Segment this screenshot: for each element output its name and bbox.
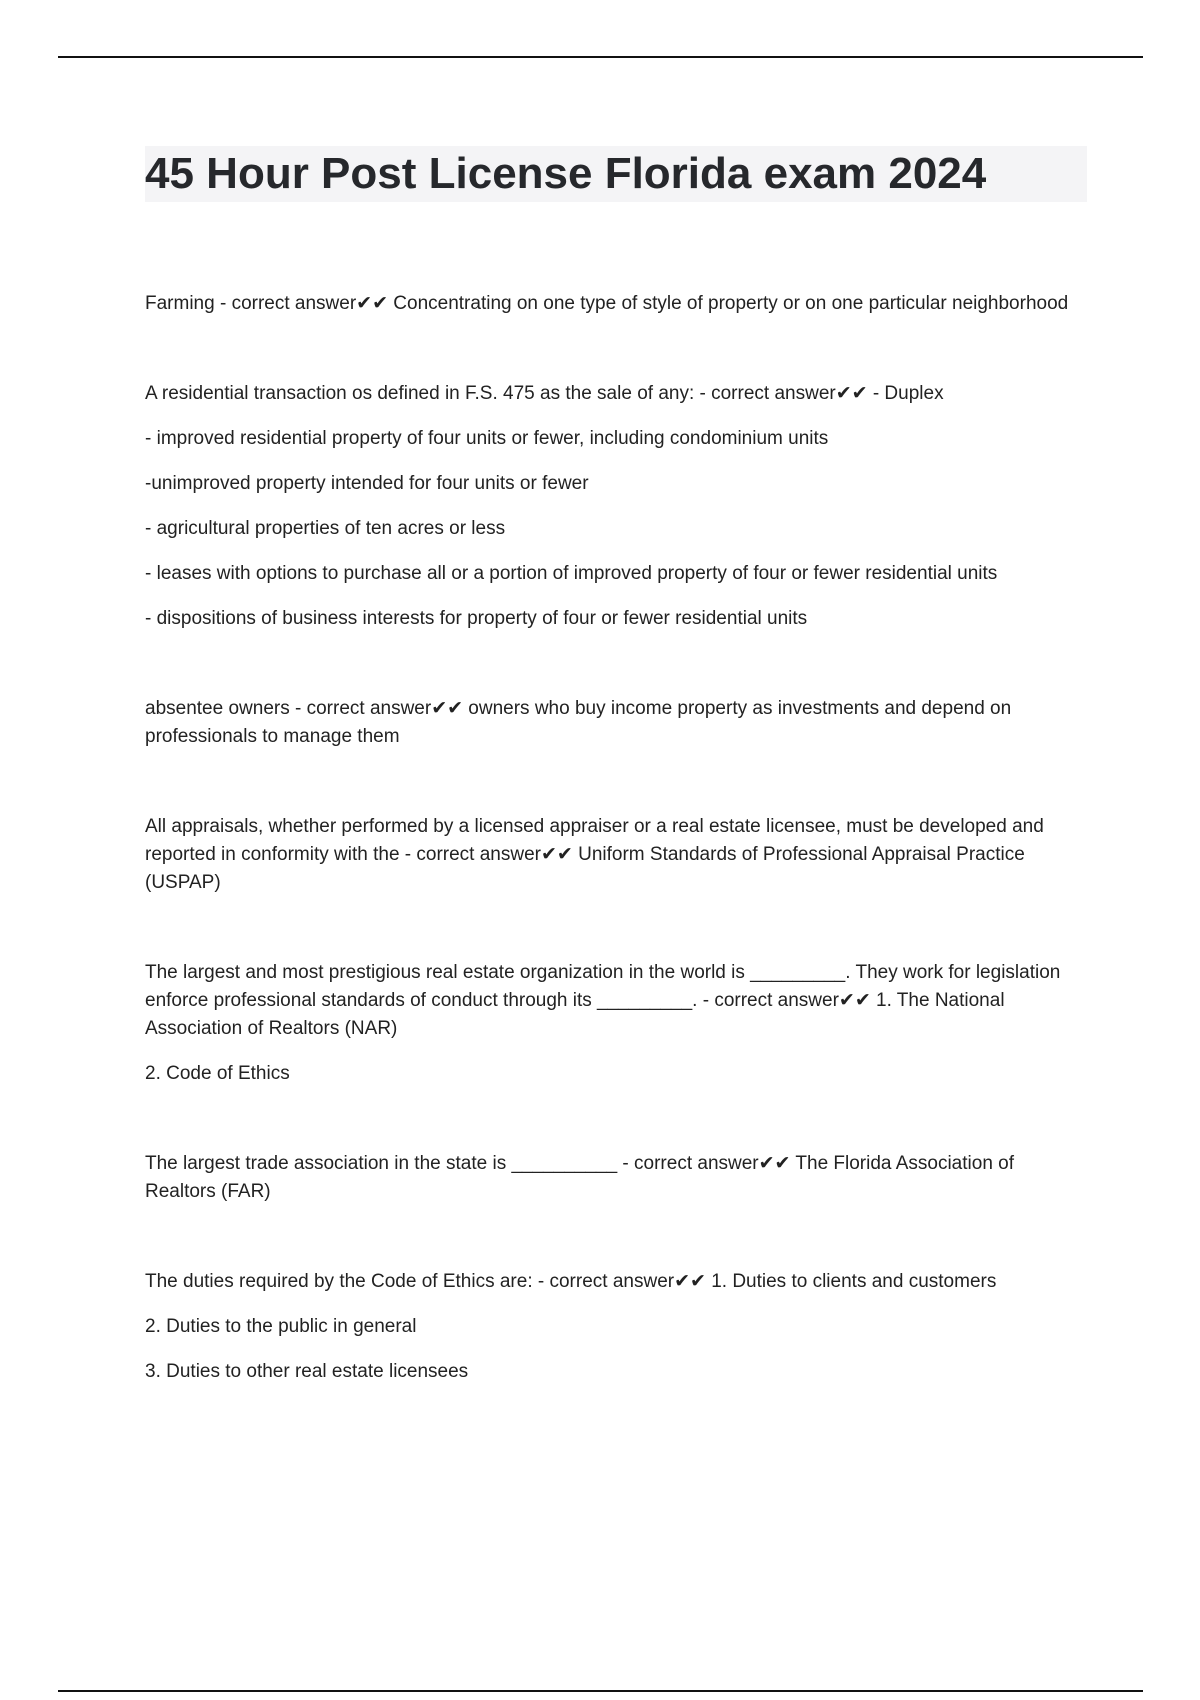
qa-paragraph: 2. Duties to the public in general xyxy=(145,1316,417,1337)
qa-paragraph: The largest and most prestigious real estate organization in the world is _________. They work for legislation enforce professional standards of conduct through its _________. - correct answer✔✔ 1. The National Association of Realtors (NAR) xyxy=(145,962,1061,1039)
qa-item-absentee-owners xyxy=(145,695,1085,751)
qa-paragraph: -unimproved property intended for four units or fewer xyxy=(145,473,589,494)
qa-item-far xyxy=(145,1150,1085,1206)
title-banner xyxy=(145,146,1087,202)
top-rule xyxy=(58,56,1143,58)
qa-paragraph: All appraisals, whether performed by a licensed appraiser or a real estate licensee, must be developed and reported in conformity with the - correct answer✔✔ Uniform Standards of Professional Appraisal Practice (USPAP) xyxy=(145,816,1044,893)
qa-paragraph: A residential transaction os defined in F.S. 475 as the sale of any: - correct answer✔✔ - Duplex xyxy=(145,383,944,404)
qa-paragraph: Farming - correct answer✔✔ Concentrating on one type of style of property or on one particular neighborhood xyxy=(145,293,1069,314)
qa-item-appraisals xyxy=(145,813,1085,897)
qa-paragraph: The largest trade association in the state is __________ - correct answer✔✔ The Florida Association of Realtors (FAR) xyxy=(145,1153,1015,1202)
qa-paragraph: - improved residential property of four units or fewer, including condominium units xyxy=(145,428,829,449)
page-title: 45 Hour Post License Florida exam 2024 xyxy=(145,149,987,198)
qa-paragraph: - leases with options to purchase all or a portion of improved property of four or fewer residential units xyxy=(145,563,998,584)
qa-paragraph: - dispositions of business interests for property of four or fewer residential units xyxy=(145,608,808,629)
qa-item-residential-transaction xyxy=(145,380,1085,633)
qa-item-code-of-ethics-duties xyxy=(145,1268,1085,1386)
qa-paragraph: 2. Code of Ethics xyxy=(145,1063,290,1084)
qa-item-nar xyxy=(145,959,1085,1088)
qa-paragraph: absentee owners - correct answer✔✔ owners who buy income property as investments and depend on professionals to manage them xyxy=(145,698,1012,747)
bottom-rule xyxy=(58,1690,1143,1692)
qa-item-farming xyxy=(145,290,1085,318)
document-body xyxy=(145,290,1085,1386)
qa-paragraph: The duties required by the Code of Ethics are: - correct answer✔✔ 1. Duties to clients and customers xyxy=(145,1271,997,1292)
qa-paragraph: - agricultural properties of ten acres or less xyxy=(145,518,506,539)
qa-paragraph: 3. Duties to other real estate licensees xyxy=(145,1361,469,1382)
